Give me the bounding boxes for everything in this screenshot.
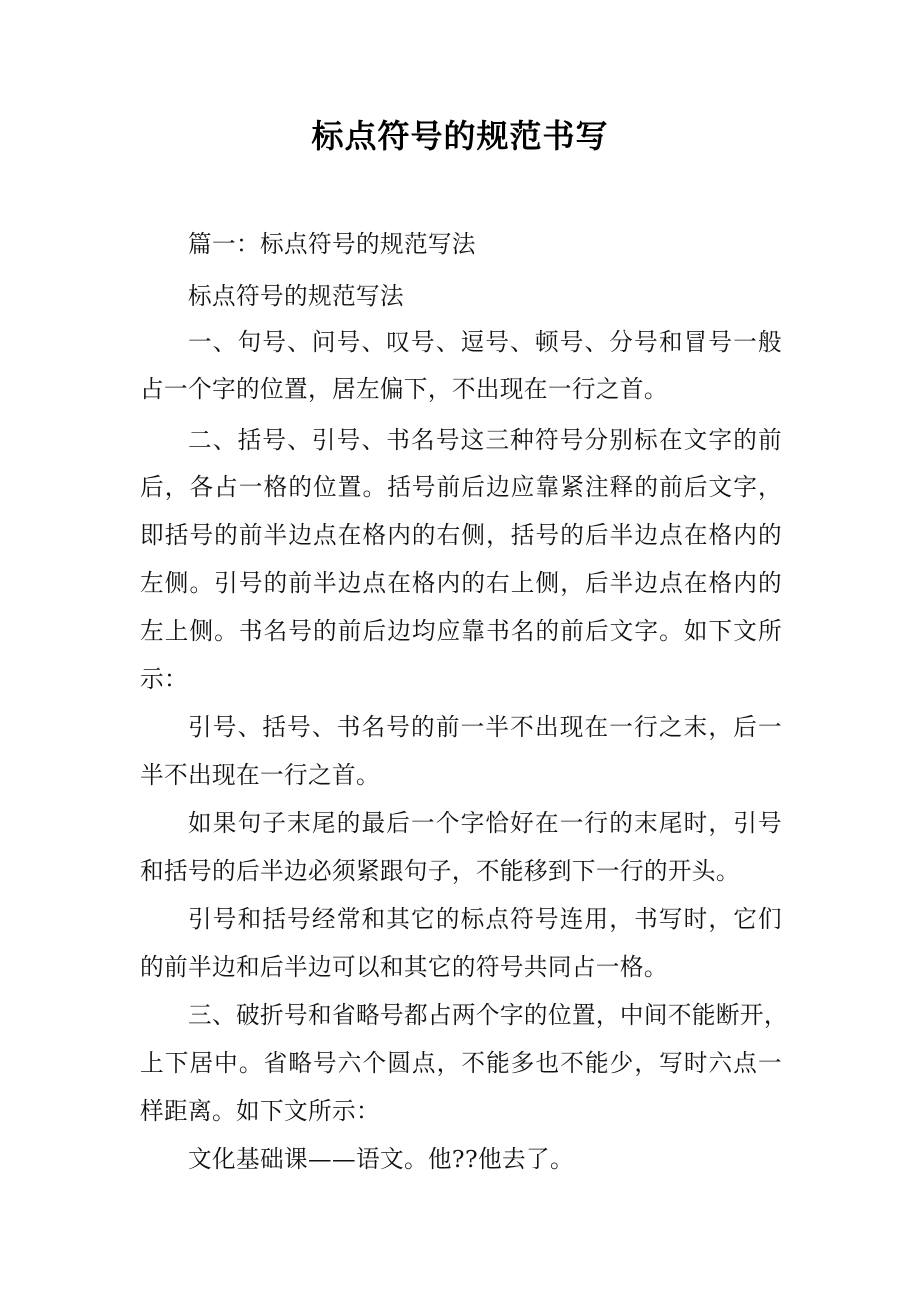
paragraph-line: 的前半边和后半边可以和其它的符号共同占一格。 xyxy=(140,953,668,981)
paragraph-line: 左侧。引号的前半边点在格内的右上侧，后半边点在格内的 xyxy=(140,569,782,597)
section-heading: 篇一：标点符号的规范写法 xyxy=(188,230,476,258)
paragraph-line: 左上侧。书名号的前后边均应靠书名的前后文字。如下文所 xyxy=(140,617,782,645)
paragraph-line: 后，各占一格的位置。括号前后边应靠紧注释的前后文字， xyxy=(140,473,782,501)
subheading: 标点符号的规范写法 xyxy=(188,282,404,310)
paragraph-line: 三、破折号和省略号都占两个字的位置，中间不能断开， xyxy=(188,1001,788,1029)
paragraph-line: 上下居中。省略号六个圆点，不能多也不能少，写时六点一 xyxy=(140,1049,782,1077)
paragraph-line: 半不出现在一行之首。 xyxy=(140,761,380,789)
paragraph-line: 即括号的前半边点在格内的右侧，括号的后半边点在格内的 xyxy=(140,521,782,549)
paragraph-line: 一、句号、问号、叹号、逗号、顿号、分号和冒号一般 xyxy=(188,328,782,356)
paragraph-line: 如果句子末尾的最后一个字恰好在一行的末尾时，引号 xyxy=(188,809,782,837)
paragraph-line: 样距离。如下文所示： xyxy=(140,1097,380,1125)
example-line: 文化基础课——语文。他??他去了。 xyxy=(188,1145,575,1173)
paragraph-line: 引号和括号经常和其它的标点符号连用，书写时，它们 xyxy=(188,905,782,933)
paragraph-line: 和括号的后半边必须紧跟句子，不能移到下一行的开头。 xyxy=(140,857,740,885)
paragraph-line: 二、括号、引号、书名号这三种符号分别标在文字的前 xyxy=(188,426,782,454)
paragraph-line: 示： xyxy=(140,665,188,693)
paragraph-line: 占一个字的位置，居左偏下，不出现在一行之首。 xyxy=(140,375,668,403)
paragraph-line: 引号、括号、书名号的前一半不出现在一行之末，后一 xyxy=(188,713,782,741)
document-title: 标点符号的规范书写 xyxy=(311,117,609,155)
